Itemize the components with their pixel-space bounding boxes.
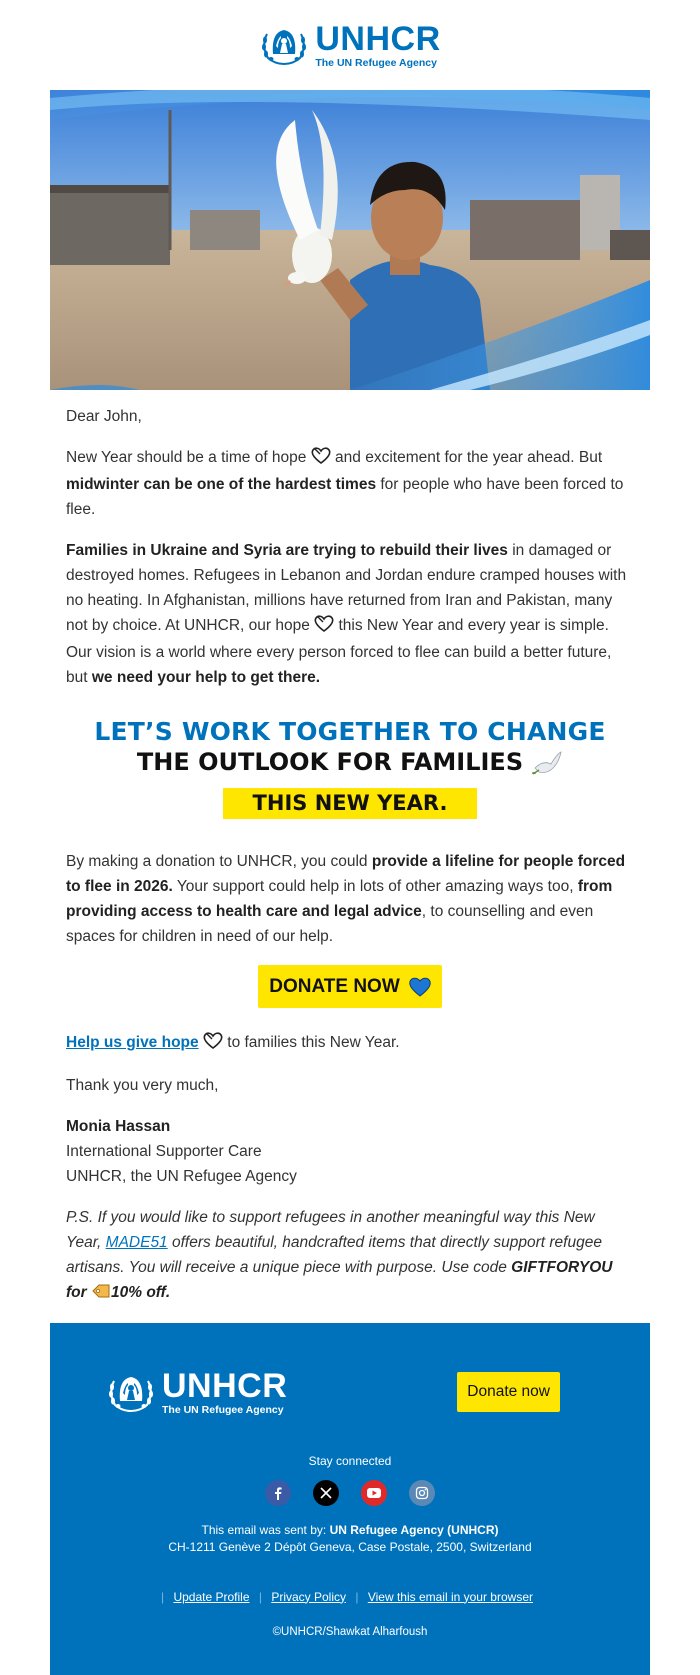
headline-line-2: THE OUTLOOK FOR FAMILIES <box>66 747 634 778</box>
promo-code: GIFTFORYOU <box>511 1259 613 1276</box>
email-container <box>50 0 650 1675</box>
stay-connected-label: Stay connected <box>308 1453 392 1468</box>
view-in-browser-link[interactable]: View this email in your browser <box>367 1589 533 1604</box>
dove-heart-icon <box>203 1031 223 1057</box>
x-icon[interactable] <box>313 1480 339 1506</box>
dove-icon <box>531 750 563 776</box>
headline-line-1: LET’S WORK TOGETHER TO CHANGE <box>94 717 606 746</box>
donate-now-button[interactable]: DONATE NOW <box>258 965 442 1008</box>
footer-logo-wordmark: UNHCR <box>162 1367 288 1405</box>
help-line: Help us give hope to families this New Year. <box>66 1030 634 1057</box>
unhcr-logo[interactable] <box>259 19 441 69</box>
paragraph-intro: New Year should be a time of hope and excitement for the year ahead. But midwinter can be one of the hardest times for people who have been forced to flee. <box>66 445 634 522</box>
social-links <box>50 1480 650 1506</box>
footer <box>50 1323 650 1675</box>
thanks: Thank you very much, <box>66 1077 219 1094</box>
made51-link[interactable]: MADE51 <box>105 1234 168 1251</box>
donate-row <box>66 965 634 1008</box>
instagram-icon[interactable] <box>409 1480 435 1506</box>
dove-heart-icon <box>311 446 331 472</box>
unhcr-emblem-icon <box>106 1371 156 1413</box>
signature <box>66 1114 634 1189</box>
dove-heart-icon <box>314 614 334 640</box>
privacy-policy-link[interactable]: Privacy Policy <box>271 1589 346 1604</box>
headline-banner <box>66 716 634 819</box>
signature-name: Monia Hassan <box>66 1118 171 1135</box>
update-profile-link[interactable]: Update Profile <box>173 1589 250 1604</box>
help-us-give-hope-link[interactable]: Help us give hope <box>66 1034 199 1051</box>
facebook-icon[interactable] <box>265 1480 291 1506</box>
sender-address: CH-1211 Genève 2 Dépôt Geneva, Case Postale, 2500, Switzerland <box>168 1539 532 1554</box>
photo-credit: ©UNHCR/Shawkat Alharfoush <box>272 1625 428 1638</box>
youtube-icon[interactable] <box>361 1480 387 1506</box>
price-tag-icon <box>91 1282 111 1307</box>
footer-logo-tagline: The UN Refugee Agency <box>162 1404 284 1416</box>
signature-org: UNHCR, the UN Refugee Agency <box>66 1168 297 1185</box>
footer-donate-button[interactable]: Donate now <box>457 1372 560 1412</box>
heart-icon <box>408 976 432 997</box>
headline-line-3: THIS NEW YEAR. <box>223 788 478 819</box>
logo-wordmark: UNHCR <box>315 19 441 58</box>
postscript: P.S. If you would like to support refugees in another meaningful way this New Year, MADE51 offers beautiful, handcrafted items that directly support refugee artisans. You will receive a unique piece with purpose. Use code GIFTFORYOU for 10% off. <box>66 1205 634 1307</box>
unhcr-emblem-icon <box>259 24 309 66</box>
header <box>50 0 650 90</box>
paragraph-donation: By making a donation to UNHCR, you could provide a lifeline for people forced to flee in 2026. Your support could help in lots of other amazing ways too, from providing access to health care and legal advice, to counselling and even spaces for children in need of our help. <box>66 853 626 945</box>
footer-unhcr-logo[interactable] <box>106 1369 287 1416</box>
signature-role: International Supporter Care <box>66 1143 262 1160</box>
greeting: Dear John, <box>66 408 142 425</box>
logo-tagline: The UN Refugee Agency <box>315 56 437 69</box>
letter-body <box>50 390 650 1307</box>
sender-info: This email was sent by: UN Refugee Agency (UNHCR) CH-1211 Genève 2 Dépôt Geneva, Case Postale, 2500, Switzerland <box>168 1522 532 1554</box>
paragraph-families: Families in Ukraine and Syria are trying to rebuild their lives in damaged or destroyed homes. Refugees in Lebanon and Jordan endure cramped houses with no heating. In Afghanistan, millions have returned from Iran and Pakistan, many not by choice. At UNHCR, our hope this New Year and every year is simple. Our vision is a world where every person forced to flee can build a better future, but we need your help to get there. <box>66 542 627 686</box>
hero-image[interactable] <box>50 90 650 390</box>
footer-links: | Update Profile | Privacy Policy | View this email in your browser <box>160 1589 533 1604</box>
